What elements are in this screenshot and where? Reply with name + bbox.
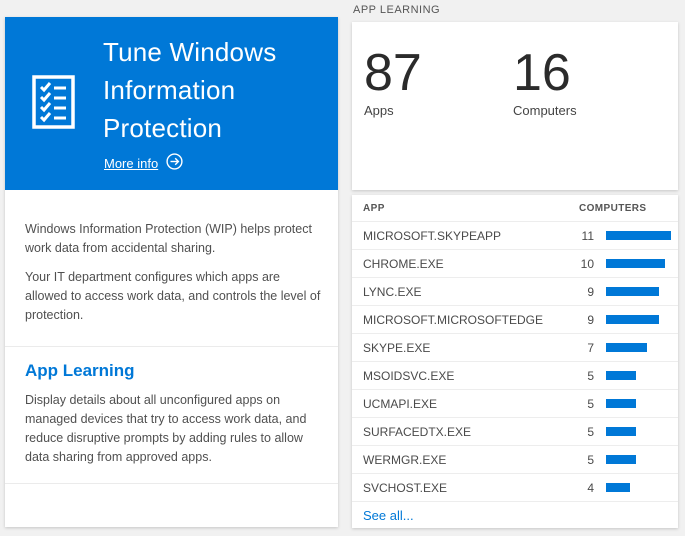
wip-paragraph-2: Your IT department configures which apps are allowed to access work data, and controls the level of protection.: [25, 270, 321, 322]
computers-bar-wrap: [606, 343, 647, 352]
computers-count: 4: [587, 480, 594, 495]
table-row: [352, 389, 678, 417]
see-all-row[interactable]: [352, 501, 678, 528]
computers-bar-wrap: [606, 427, 636, 436]
computers-bar-wrap: [606, 399, 636, 408]
app-table-rows: [352, 221, 678, 501]
app-table-card: [352, 195, 678, 528]
app-learning-heading: App Learning: [25, 361, 135, 380]
computers-count: 5: [587, 396, 594, 411]
app-name: CHROME.EXE: [363, 256, 444, 271]
computers-bar-wrap: [606, 483, 630, 492]
computers-bar-wrap: [606, 315, 659, 324]
panel-title: APP LEARNING: [353, 4, 441, 16]
computers-bar-wrap: [606, 371, 636, 380]
arrow-circle-icon[interactable]: [166, 153, 183, 173]
computers-bar: [606, 371, 636, 380]
table-row: [352, 445, 678, 473]
computers-bar: [606, 343, 647, 352]
column-header-computers: COMPUTERS: [579, 202, 647, 214]
computers-count: 5: [587, 424, 594, 439]
computers-bar: [606, 259, 665, 268]
app-name: LYNC.EXE: [363, 284, 422, 299]
computers-count: 5: [587, 368, 594, 383]
computers-count-stat: 16: [513, 44, 571, 102]
app-name: SURFACEDTX.EXE: [363, 424, 472, 439]
table-row: [352, 277, 678, 305]
table-row: [352, 473, 678, 501]
computers-bar: [606, 231, 671, 240]
column-header-app: APP: [363, 202, 385, 214]
table-row: [352, 221, 678, 249]
see-all-link[interactable]: See all...: [363, 507, 414, 523]
computers-bar: [606, 287, 659, 296]
stats-card: [352, 22, 678, 190]
table-row: [352, 249, 678, 277]
apps-label: Apps: [364, 103, 394, 118]
table-row: [352, 361, 678, 389]
computers-count: 9: [587, 312, 594, 327]
wip-promo-card: [5, 17, 338, 527]
divider: [5, 483, 338, 484]
table-row: [352, 333, 678, 361]
app-name: WERMGR.EXE: [363, 452, 447, 467]
apps-count: 87: [364, 44, 422, 102]
computers-bar-wrap: [606, 455, 636, 464]
app-name: SKYPE.EXE: [363, 340, 431, 355]
wip-paragraph-1: Windows Information Protection (WIP) helps protect work data from accidental sharing.: [25, 222, 312, 255]
computers-count: 5: [587, 452, 594, 467]
computers-bar: [606, 483, 630, 492]
app-learning-description: Display details about all unconfigured apps on managed devices that try to access work data, and reduce disruptive prompts by adding rules to allow data sharing from approved apps.: [25, 393, 307, 464]
table-header-row: [352, 195, 678, 221]
more-info-label[interactable]: More info: [104, 155, 159, 171]
computers-bar-wrap: [606, 231, 671, 240]
computers-label: Computers: [513, 103, 577, 118]
checklist-icon: [32, 75, 75, 134]
table-row: [352, 305, 678, 333]
more-info-link[interactable]: [104, 153, 183, 173]
computers-count: 9: [587, 284, 594, 299]
app-name: UCMAPI.EXE: [363, 396, 438, 411]
computers-count: 7: [587, 340, 594, 355]
computers-bar-wrap: [606, 259, 665, 268]
app-name: MICROSOFT.MICROSOFTEDGE: [363, 312, 543, 327]
app-name: MICROSOFT.SKYPEAPP: [363, 228, 502, 243]
computers-count: 10: [580, 256, 594, 271]
wip-description-body: [5, 220, 338, 484]
computers-bar: [606, 399, 636, 408]
computers-bar: [606, 315, 659, 324]
apps-stat: [364, 44, 422, 118]
computers-bar: [606, 455, 636, 464]
table-row: [352, 417, 678, 445]
computers-bar: [606, 427, 636, 436]
computers-count: 11: [581, 228, 594, 243]
computers-stat: [513, 44, 577, 118]
wip-promo-header: [5, 17, 338, 190]
divider: [5, 346, 338, 347]
app-name: SVCHOST.EXE: [363, 480, 448, 495]
app-name: MSOIDSVC.EXE: [363, 368, 455, 383]
promo-title: Tune Windows Information Protection: [103, 37, 277, 143]
computers-bar-wrap: [606, 287, 659, 296]
